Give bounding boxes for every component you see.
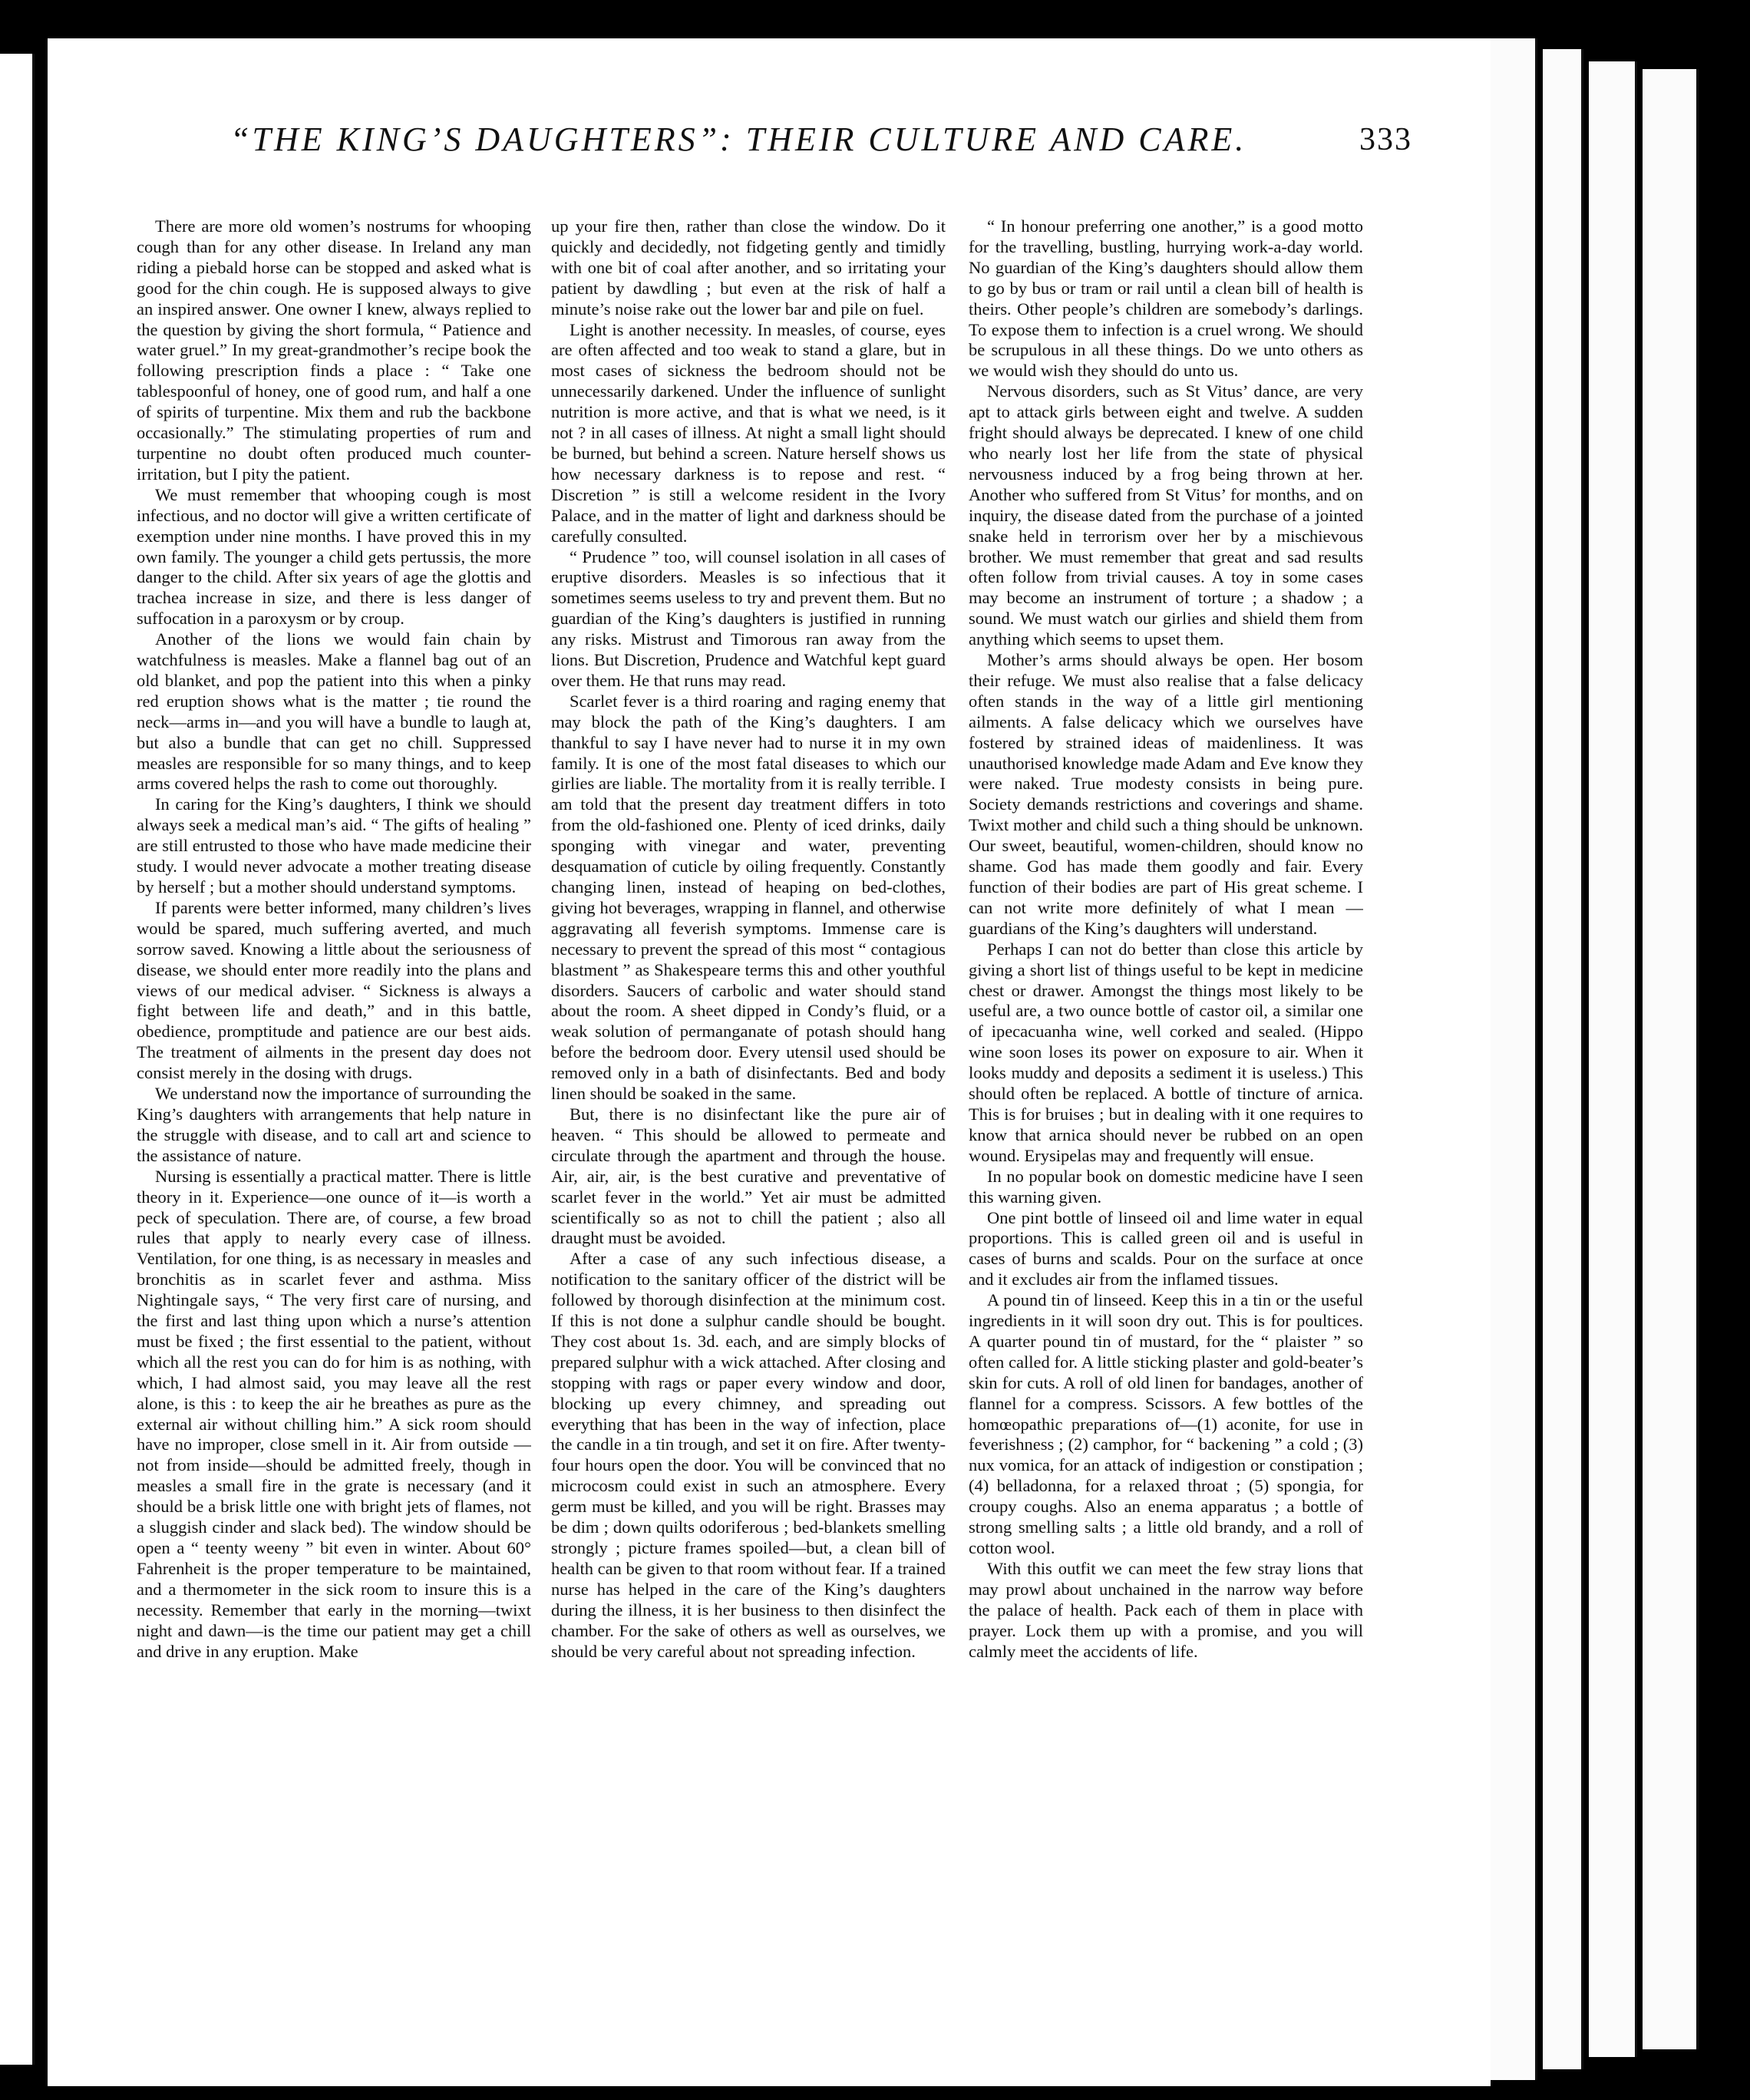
paragraph: Another of the lions we would fain chain by watchfulness is measles. Make a flannel bag out of an old blanket, and pop the patient into this when a pinky red eruption shows what is the matter ; tie round the neck—arms in—and you will have a bundle to laugh at, but also a bundle that can get no chill. Suppressed measles are responsible for so many things, and to keep arms covered helps the rash to come out thoroughly. xyxy=(137,629,531,794)
text-column-3 xyxy=(969,216,1363,2043)
paragraph: “ In honour preferring one another,” is a good motto for the travelling, bustling, hurrying work-a-day world. No guardian of the King’s daughters should allow them to go by bus or tram or rail until a clean bill of health is theirs. Other people’s children are somebody’s darlings. To expose them to infection is a cruel wrong. We should be scrupulous in all these things. Do we unto others as we would wish they should do unto us. xyxy=(969,216,1363,381)
text-column-2 xyxy=(551,216,946,2043)
paragraph: Scarlet fever is a third roaring and raging enemy that may block the path of the King’s daughters. I am thankful to say I have never had to nurse it in my own family. It is one of the most fatal diseases to which our girlies are liable. The mortality from it is really terrible. I am told that the present day treatment differs in toto from the old-fashioned one. Plenty of iced drinks, daily sponging with vinegar and water, preventing desquamation of cuticle by oiling frequently. Constantly changing linen, instead of heaping on bed-clothes, giving hot beverages, wrapping in flannel, and otherwise aggravating all feverish symptoms. Immense care is necessary to prevent the spread of this most “ contagious blastment ” as Shakespeare terms this and other youthful disorders. Saucers of carbolic and water should stand about the room. A sheet dipped in Condy’s fluid, or a weak solution of permanganate of potash should hang before the bedroom door. Every utensil used should be removed only in a bath of disinfectants. Bed and body linen should be soaked in the same. xyxy=(551,691,946,1104)
paragraph: In caring for the King’s daughters, I think we should always seek a medical man’s aid. “ The gifts of healing ” are still entrusted to those who have made medicine their study. I would never advocate a mother treating disease by herself ; but a mother should understand symptoms. xyxy=(137,794,531,896)
paragraph: “ Prudence ” too, will counsel isolation in all cases of eruptive disorders. Measles is so infectious that it sometimes seems useless to try and prevent them. But no guardian of the King’s daughters is justified in running any risks. Mistrust and Timorous ran away from the lions. But Discretion, Prudence and Watchful kept guard over them. He that runs may read. xyxy=(551,546,946,690)
text-column-1 xyxy=(137,216,531,2043)
paragraph: We must remember that whooping cough is most infectious, and no doctor will give a written certificate of exemption under nine months. I have proved this in my own family. The younger a child gets pertussis, the more danger to the child. After six years of age the glottis and trachea increase in size, and there is less danger of suffocation in a paroxysm or by croup. xyxy=(137,484,531,629)
facing-page-edge xyxy=(0,54,35,2065)
paragraph: Nursing is essentially a practical matter. There is little theory in it. Experience—one ounce of it—is worth a peck of speculation. There are, of course, a few broad rules that apply to nearly every case of illness. Ventilation, for one thing, is as necessary in measles and bronchitis as in scarlet fever and asthma. Miss Nightingale says, “ The very first care of nursing, and the first and last thing upon which a nurse’s attention must be fixed ; the first essential to the patient, without which all the rest you can do for him is as nothing, with which, I had almost said, you may leave all the rest alone, is this : to keep the air he breathes as pure as the external air without chilling him.” A sick room should have no improper, close smell in it. Air from outside —not from inside—should be admitted freely, though in measles a small fire in the grate is necessary (and it should be a brisk little one with bright jets of flames, not a sluggish cinder and slack bed). The window should be open a “ teenty weeny ” bit even in winter. About 60° Fahrenheit is the proper temperature to be maintained, and a thermometer in the sick room to insure this is a necessity. Remember that early in the morning—twixt night and dawn—is the time our patient may get a chill and drive in any eruption. Make xyxy=(137,1166,531,1661)
paragraph: Nervous disorders, such as St Vitus’ dance, are very apt to attack girls between eight and twelve. A sudden fright should always be deprecated. I knew of one child who nearly lost her life from the state of physical nervousness induced by a frog being thrown at her. Another who suffered from St Vitus’ for months, and on inquiry, the disease dated from the purchase of a jointed snake held in terrorism over her by a mischievous brother. We must remember that great and sad results often follow from trivial causes. A toy in some cases may become an instrument of torture ; a shadow ; a sound. We must watch our girlies and shield them from anything which seems to upset them. xyxy=(969,381,1363,649)
paragraph: A pound tin of linseed. Keep this in a tin or the useful ingredients in it will soon dry out. This is for poultices. A quarter pound tin of mustard, for the “ plaister ” so often called for. A little sticking plaster and gold-beater’s skin for cuts. A roll of old linen for bandages, another of flannel for a compress. Scissors. A few bottles of the homœopathic preparations of—(1) aconite, for use in feverishness ; (2) camphor, for “ backening ” a cold ; (3) nux vomica, for an attack of indigestion or constipation ; (4) belladonna, for a relaxed throat ; (5) spongia, for croupy coughs. Also an enema apparatus ; a bottle of strong smelling salts ; a little old brandy, and a roll of cotton wool. xyxy=(969,1290,1363,1557)
paragraph: Mother’s arms should always be open. Her bosom their refuge. We must also realise that a false delicacy often stands in the way of a little girl mentioning ailments. A false delicacy which we ourselves have fostered by strained ideas of maidenliness. It was unauthorised knowledge made Adam and Eve know they were naked. True modesty consists in being pure. Society demands restrictions and coverings and shame. Twixt mother and child such a thing should be unknown. Our sweet, beautiful, women-children, should know no shame. God has made them goodly and fair. Every function of their bodies are part of His great scheme. I can not write more definitely of what I mean —guardians of the King’s daughters will understand. xyxy=(969,650,1363,938)
paragraph: We understand now the importance of surrounding the King’s daughters with arrangements that help nature in the struggle with disease, and to call art and science to the assistance of nature. xyxy=(137,1084,531,1165)
page-edge-sheet xyxy=(1543,49,1583,2069)
paragraph: But, there is no disinfectant like the pure air of heaven. “ This should be allowed to permeate and circulate through the apartment and through the house. Air, air, air, is the best curative and preventative of scarlet fever in the world.” Yet air must be admitted scientifically so as not to chill the patient ; also all draught must be avoided. xyxy=(551,1104,946,1248)
paragraph: In no popular book on domestic medicine have I seen this warning given. xyxy=(969,1166,1363,1207)
paragraph: One pint bottle of linseed oil and lime water in equal proportions. This is called green oil and is useful in cases of burns and scalds. Pour on the surface at once and it excludes air from the inflamed tissues. xyxy=(969,1207,1363,1289)
paragraph: Light is another necessity. In measles, of course, eyes are often affected and too weak to stand a glare, but in most cases of sickness the bedroom should not be unnecessarily darkened. Under the influence of sunlight nutrition is more active, and that is what we need, is it not ? in all cases of illness. At night a small light should be burned, but behind a screen. Nature herself shows us how necessary darkness is to repose and rest. “ Discretion ” is still a welcome resident in the Ivory Palace, and in the matter of light and darkness should be carefully consulted. xyxy=(551,319,946,546)
page-edge-sheet xyxy=(1589,61,1637,2057)
paragraph: After a case of any such infectious disease, a notification to the sanitary officer of the district will be followed by thorough disinfection at the minimum cost. If this is not done a sulphur candle should be bought. They cost about 1s. 3d. each, and are simply blocks of prepared sulphur with a wick attached. After closing and stopping with rags or paper every window and door, blocking up every chimney, and spreading out everything that has been in the way of infection, place the candle in a tin trough, and set it on fire. After twenty-four hours open the door. You will be convinced that no microcosm could exist in such an atmosphere. Every germ must be killed, and you will be right. Brasses may be dim ; down quilts odoriferous ; bed-blankets smelling strongly ; picture frames spoiled—but, a clean bill of health can be given to that room without fear. If a trained nurse has helped in the care of the King’s daughters during the illness, it is her business to then disinfect the chamber. For the sake of others as well as ourselves, we should be very careful about not spreading infection. xyxy=(551,1249,946,1661)
running-title: “THE KING’S DAUGHTERS”: THEIR CULTURE AND CARE. xyxy=(230,121,1247,158)
paragraph: Perhaps I can not do better than close this article by giving a short list of things useful to be kept in medicine chest or drawer. Amongst the things most likely to be useful are, a two ounce bottle of castor oil, a similar one of ipecacuanha wine, well corked and sealed. (Hippo wine soon loses its power on exposure to air. When it looks muddy and deposits a sediment it is useless.) This should often be replaced. A bottle of tincture of arnica. This is for bruises ; but in dealing with it one requires to know that arnica should never be rubbed on an open wound. Erysipelas may and frequently will ensue. xyxy=(969,939,1363,1165)
paragraph: There are more old women’s nostrums for whooping cough than for any other disease. In Ireland any man riding a piebald horse can be stopped and asked what is good for the chin cough. He is supposed always to give an inspired answer. One owner I knew, always replied to the question by giving the short formula, “ Patience and water gruel.” In my great-grandmother’s recipe book the following prescription finds a place : “ Take one tablespoonful of honey, one of good rum, and half a one of spirits of turpentine. Mix them and rub the backbone occasionally.” The stimulating properties of rum and turpentine no doubt often produced much counter-irritation, but I pity the patient. xyxy=(137,216,531,484)
page-number: 333 xyxy=(1359,122,1412,157)
page-header xyxy=(92,114,1412,164)
page-stack-edges xyxy=(1481,38,1719,2080)
paragraph: up your fire then, rather than close the window. Do it quickly and decidedly, not fidgeting gently and timidly with one bit of coal after another, and so irritating your patient by dawdling ; but even at the risk of half a minute’s noise rake out the lower bar and pile on fuel. xyxy=(551,216,946,319)
page-edge-sheet xyxy=(1643,69,1699,2049)
paragraph: If parents were better informed, many children’s lives would be spared, much suffering averted, and much sorrow saved. Knowing a little about the seriousness of disease, we should enter more readily into the plans and views of our medical adviser. “ Sickness is always a fight between life and death,” and in this battle, obedience, promptitude and patience are our best aids. The treatment of ailments in the present day does not consist merely in the dosing with drugs. xyxy=(137,897,531,1083)
paragraph: With this outfit we can meet the few stray lions that may prowl about unchained in the narrow way before the palace of health. Pack each of them in place with prayer. Lock them up with a promise, and you will calmly meet the accidents of life. xyxy=(969,1558,1363,1661)
